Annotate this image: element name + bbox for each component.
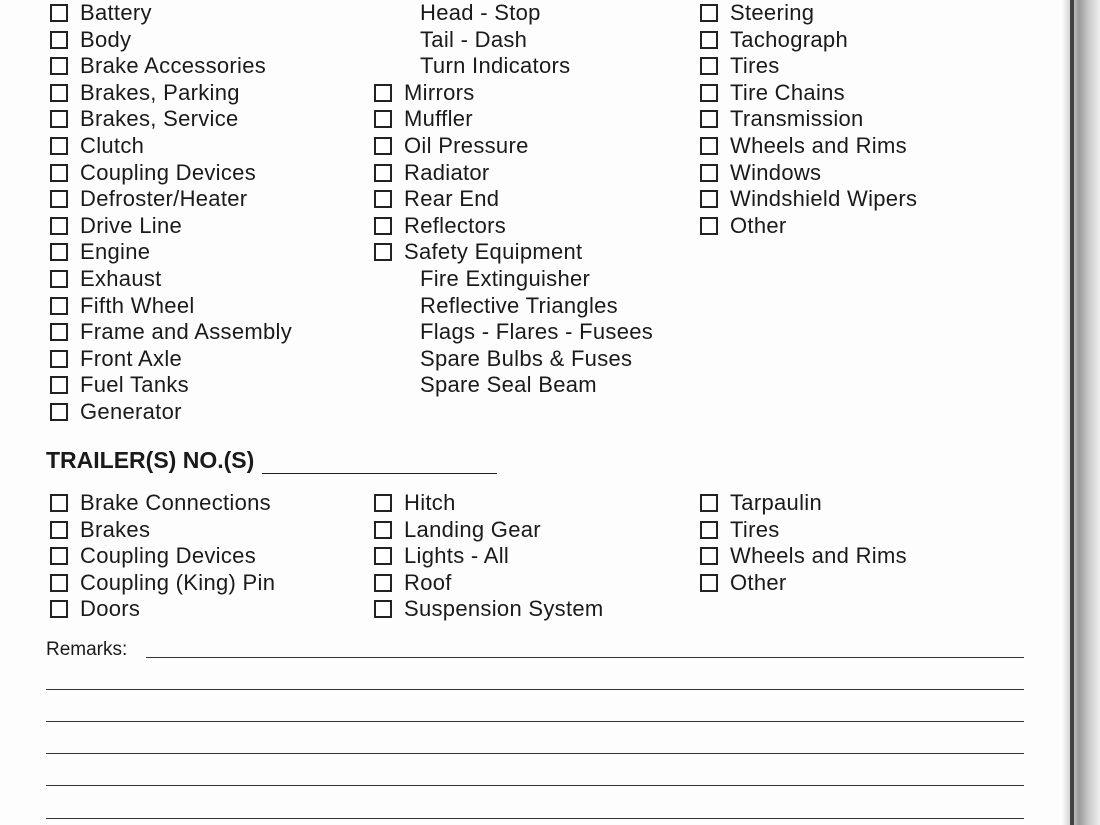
checkbox[interactable] [700,494,718,512]
remarks-label: Remarks: [46,639,128,660]
checklist-item-label: Reflective Triangles [420,292,618,318]
checklist-item-label: Reflectors [404,212,507,238]
checklist-item-label: Drive Line [80,212,183,238]
checklist-item[interactable] [50,239,150,265]
checkbox[interactable] [700,4,718,22]
checkbox[interactable] [50,137,68,155]
checklist-item-label: Tires [730,516,780,542]
checkbox[interactable] [700,31,718,49]
checkbox[interactable] [700,521,718,539]
checklist-item[interactable] [700,106,864,132]
checkbox[interactable] [374,547,392,565]
checklist-item-label: Spare Bulbs & Fuses [420,345,633,371]
checklist-subitem [420,266,590,292]
checklist-item[interactable] [700,53,780,79]
checkbox[interactable] [700,137,718,155]
checklist-item-label: Tachograph [730,26,848,52]
checklist-item-label: Brake Connections [80,490,271,515]
checkbox[interactable] [374,164,392,182]
checklist-item[interactable] [50,293,195,319]
checklist-subitem [420,346,632,372]
checkbox[interactable] [700,547,718,565]
checkbox[interactable] [50,350,68,368]
checklist-item-label: Steering [730,0,815,25]
checkbox[interactable] [50,217,68,235]
checklist-subitem [420,0,541,26]
checklist-item-label: Lights - All [404,543,510,569]
checklist-item-label: Tire Chains [730,79,845,105]
checklist-item[interactable] [50,266,162,292]
checklist-item[interactable] [374,596,604,622]
checkbox[interactable] [50,323,68,341]
checklist-item[interactable] [700,490,822,516]
checkbox[interactable] [50,243,68,261]
checklist-item[interactable] [374,239,582,265]
checkbox[interactable] [700,57,718,75]
checklist-item-label: Tires [730,53,780,79]
checklist-item[interactable] [50,490,271,516]
checkbox[interactable] [50,4,68,22]
checklist-item[interactable] [50,596,140,622]
checklist-subitem [420,372,597,398]
checklist-item-label: Hitch [404,490,456,515]
checklist-item-label: Safety Equipment [404,239,583,265]
checklist-item[interactable] [50,372,189,398]
checklist-item-label: Tarpaulin [730,490,822,515]
checkbox[interactable] [700,84,718,102]
checklist-item[interactable] [374,517,541,543]
checkbox[interactable] [374,217,392,235]
checklist-item-label: Fuel Tanks [80,372,189,398]
checklist-item[interactable] [50,53,266,79]
checklist-item[interactable] [50,543,256,569]
checklist-item[interactable] [50,0,152,26]
checklist-item-label: Radiator [404,159,490,185]
checklist-subitem [420,293,618,319]
checklist-item-label: Spare Seal Beam [420,372,597,398]
remarks-line[interactable] [146,657,1024,658]
checklist-item[interactable] [374,570,452,596]
checkbox[interactable] [50,403,68,421]
checklist-item[interactable] [50,106,239,132]
checkbox[interactable] [700,110,718,128]
checklist-item-label: Brakes, Parking [80,79,240,105]
checklist-item[interactable] [50,80,240,106]
checkbox[interactable] [374,494,392,512]
checklist-item[interactable] [374,160,490,186]
checklist-item[interactable] [374,133,529,159]
checklist-item[interactable] [700,517,780,543]
checkbox[interactable] [50,110,68,128]
checklist-item[interactable] [374,543,509,569]
checklist-item[interactable] [700,543,907,569]
checklist-item[interactable] [50,570,275,596]
checklist-item[interactable] [700,160,821,186]
checklist-item-label: Fifth Wheel [80,292,195,318]
checkbox[interactable] [50,600,68,618]
checkbox[interactable] [50,376,68,394]
checklist-item[interactable] [700,133,907,159]
trailer-number-field[interactable] [262,453,497,474]
checkbox[interactable] [374,243,392,261]
checkbox[interactable] [374,190,392,208]
checklist-item-label: Other [730,212,787,238]
checklist-item-label: Exhaust [80,266,162,291]
checklist-item[interactable] [50,319,292,345]
checklist-item-label: Coupling Devices [80,159,256,185]
checklist-item-label: Wheels and Rims [730,133,907,158]
checklist-item-label: Wheels and Rims [730,543,907,569]
checklist-item[interactable] [50,160,256,186]
remarks-line[interactable] [46,785,1024,786]
checklist-item-label: Landing Gear [404,516,541,542]
checkbox[interactable] [50,494,68,512]
checklist-item[interactable] [50,213,182,239]
checklist-item-label: Doors [80,596,141,622]
checklist-item[interactable] [50,133,144,159]
checklist-item-label: Frame and Assembly [80,319,293,345]
checklist-item-label: Windshield Wipers [730,186,918,212]
checkbox[interactable] [700,217,718,235]
checklist-item-label: Fire Extinguisher [420,266,591,291]
checklist-item-label: Roof [404,569,452,595]
checkbox[interactable] [50,574,68,592]
checkbox[interactable] [700,190,718,208]
checklist-item-label: Turn Indicators [420,53,571,79]
checklist-item[interactable] [50,27,131,53]
checkbox[interactable] [50,547,68,565]
checkbox[interactable] [50,84,68,102]
checklist-item-label: Muffler [404,106,473,132]
checklist-subitem [420,319,653,345]
checklist-item-label: Other [730,569,787,595]
checklist-item[interactable] [700,570,787,596]
checklist-item-label: Brake Accessories [80,53,267,79]
trailer-heading [46,447,497,474]
checklist-item-label: Clutch [80,133,145,158]
checkbox[interactable] [50,190,68,208]
checkbox[interactable] [700,164,718,182]
checklist-item[interactable] [374,213,506,239]
remarks-line[interactable] [46,721,1024,722]
remarks-line[interactable] [46,753,1024,754]
checklist-item[interactable] [700,80,845,106]
checkbox[interactable] [374,574,392,592]
checklist-item-label: Brakes [80,516,151,542]
checklist-item-label: Transmission [730,106,864,132]
checklist-item[interactable] [50,346,182,372]
scan-edge [1062,0,1100,825]
checkbox[interactable] [50,31,68,49]
checklist-item[interactable] [374,106,473,132]
checklist-item[interactable] [700,186,917,212]
checklist-item-label: Defroster/Heater [80,186,248,212]
scan-edge-line [1070,0,1074,825]
checklist-item-label: Battery [80,0,152,25]
checkbox[interactable] [374,521,392,539]
checkbox[interactable] [374,84,392,102]
checklist-item[interactable] [50,517,150,543]
checklist-item-label: Mirrors [404,79,475,105]
checklist-item[interactable] [374,186,499,212]
checkbox[interactable] [374,110,392,128]
checkbox[interactable] [50,297,68,315]
checklist-item-label: Head - Stop [420,0,541,25]
remarks-line[interactable] [46,818,1024,819]
checklist-item[interactable] [50,186,247,212]
checkbox[interactable] [700,574,718,592]
checkbox[interactable] [374,137,392,155]
checklist-item-label: Oil Pressure [404,133,529,158]
checklist-item-label: Coupling Devices [80,543,256,569]
checkbox[interactable] [50,57,68,75]
checklist-item-label: Body [80,26,132,52]
checklist-item[interactable] [374,80,475,106]
checklist-item[interactable] [50,399,182,425]
checklist-item-label: Tail - Dash [420,26,528,52]
checklist-item-label: Flags - Flares - Fusees [420,319,654,345]
checklist-item[interactable] [700,0,814,26]
checkbox[interactable] [50,164,68,182]
checklist-item-label: Generator [80,399,182,424]
checkbox[interactable] [374,600,392,618]
checkbox[interactable] [50,270,68,288]
checklist-subitem [420,53,570,79]
checkbox[interactable] [50,521,68,539]
remarks-line[interactable] [46,689,1024,690]
trailer-heading-text: TRAILER(S) NO.(S) [46,447,255,473]
checklist-item-label: Rear End [404,186,500,212]
checklist-item-label: Suspension System [404,596,604,622]
checklist-item[interactable] [700,213,787,239]
checklist-item-label: Brakes, Service [80,106,239,132]
checklist-item-label: Coupling (King) Pin [80,569,276,595]
checklist-item[interactable] [374,490,456,516]
checklist-item-label: Front Axle [80,345,183,371]
checklist-item-label: Engine [80,239,151,265]
checklist-item[interactable] [700,27,848,53]
checklist-item-label: Windows [730,159,822,185]
checklist-subitem [420,27,527,53]
